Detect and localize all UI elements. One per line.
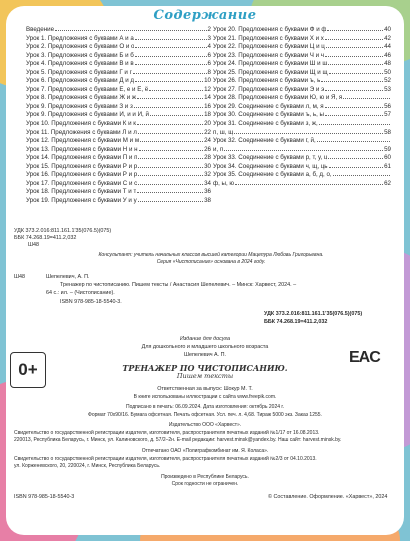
toc-entry-page: 60 xyxy=(384,154,391,162)
toc-entry-title: Урок 3. Предложения с буквами Б и б xyxy=(26,51,134,59)
toc-entry-title: Урок 29. Соединение с буквами л, м, я xyxy=(213,102,324,110)
toc-entry xyxy=(213,180,391,189)
toc-entry-title: Урок 21. Предложения с буквами Х и х xyxy=(213,34,324,42)
bbk-right: ББК 74.268.19=411.2,032 xyxy=(264,319,328,325)
toc-entry-title: Урок 13. Предложения с буквами Н и н xyxy=(26,145,138,153)
toc-entry xyxy=(213,146,391,155)
audience: Для дошкольного и младшего школьного возраста xyxy=(141,344,269,350)
toc-entry-page: 44 xyxy=(384,43,391,51)
toc-entry-title: Урок 31. Соединение с буквами з, ж, xyxy=(213,120,318,128)
address-1: 220013, Республика Беларусь, г. Минск, ул. Калиновского, д. 57/2–2н. E-mail редакции: harvest.minsk@yandex.by. Наш сайт: harvest.minsk.by. xyxy=(14,437,342,443)
toc-entry-page: 12 xyxy=(204,85,211,93)
toc-entry xyxy=(26,111,211,120)
toc-entry-page: 6 xyxy=(207,60,211,68)
author-name: Шепелевич, А. П. xyxy=(46,274,90,280)
udk-left: УДК 373.2.016:811.161.1'35(076.5)(075) xyxy=(14,228,112,234)
toc-leader-dots xyxy=(133,73,207,74)
toc-entry xyxy=(26,171,211,180)
toc-leader-dots xyxy=(138,201,203,202)
toc-entry xyxy=(213,154,391,163)
toc-leader-dots xyxy=(138,133,203,134)
toc-entry xyxy=(26,69,211,78)
address-2: ул. Корженевского, 20, 220024, г. Минск, Республика Беларусь. xyxy=(14,463,161,469)
toc-entry-page: 42 xyxy=(384,34,391,42)
toc-entry xyxy=(26,35,211,44)
responsible: Ответственная за выпуск: Шокур М. Т. xyxy=(157,386,253,392)
toc-entry xyxy=(213,94,391,103)
toc-entry xyxy=(26,86,211,95)
toc-right-column xyxy=(213,26,391,188)
toc-entry xyxy=(26,188,211,197)
toc-leader-dots xyxy=(235,184,383,185)
toc-leader-dots xyxy=(137,98,203,99)
toc-leader-dots xyxy=(135,81,203,82)
toc-entry xyxy=(26,146,211,155)
toc-leader-dots xyxy=(135,56,207,57)
book-subtitle: Пишем тексты xyxy=(176,372,234,380)
toc-entry-title: Урок 19. Предложения с буквами У и у xyxy=(26,196,137,204)
toc-entry xyxy=(213,111,391,120)
toc-leader-dots xyxy=(325,39,383,40)
toc-leader-dots xyxy=(325,90,383,91)
illustrations-note: В книге использованы иллюстрации с сайта www.freepik.com. xyxy=(133,394,277,400)
toc-entry-page: 58 xyxy=(384,128,391,136)
toc-entry xyxy=(213,77,391,86)
toc-leader-dots xyxy=(137,124,203,125)
toc-entry-page: 38 xyxy=(204,196,211,204)
toc-entry-title: Урок 25. Предложения с буквами Щ и щ xyxy=(213,68,328,76)
toc-leader-dots xyxy=(138,167,203,168)
toc-entry-title: Урок 26. Предложения с буквами ъ, ь xyxy=(213,77,321,85)
toc-entry-title: Урок 35. Соединение с буквами а, б, д, о, xyxy=(213,171,332,179)
consultant-note: Консультант: учитель начальных классов высшей категории Мацепура Любовь Григорьевна. xyxy=(98,252,324,258)
bbk-left: ББК 74.268.19=411.2,032 xyxy=(14,235,77,241)
toc-entry-page: 30 xyxy=(204,162,211,170)
toc-entry-page: 28 xyxy=(204,154,211,162)
license-2: Свидетельство о государственной регистрации издателя, изготовителя, распространителя печатных изданий №2/3 от 04.10.2013. xyxy=(14,456,317,462)
page-sheet xyxy=(6,6,404,535)
printed-by: Отпечатано ОАО «Полиграфкомбинат им. Я. Коласа». xyxy=(141,448,269,454)
contents-heading: Содержание xyxy=(153,8,257,23)
toc-entry-title: Урок 16. Предложения с буквами Р и р xyxy=(26,171,138,179)
publisher: Издательство ООО «Харвест». xyxy=(168,422,242,428)
author-center: Шепелевич А. П. xyxy=(184,352,226,358)
toc-leader-dots xyxy=(224,150,383,151)
toc-entry-page: 61 xyxy=(384,162,391,170)
toc-entry xyxy=(26,43,211,52)
series-note: Серия «Чистописание» основана в 2024 году. xyxy=(156,259,266,265)
toc-entry-title: Урок 14. Предложения с буквами П и п xyxy=(26,154,138,162)
toc-entry xyxy=(213,137,391,146)
eac-mark: EAC xyxy=(349,349,380,366)
produced-in: Произведено в Республике Беларусь. xyxy=(161,474,249,480)
signed-date: Подписано в печать: 06.09.2024. Дата изготовления: октябрь 2024 г. xyxy=(125,404,284,410)
toc-entry xyxy=(213,60,391,69)
toc-entry xyxy=(213,69,391,78)
toc-entry xyxy=(26,60,211,69)
toc-entry-page: 62 xyxy=(384,179,391,187)
toc-entry-title: Урок 32. Соединение с буквами г, й, xyxy=(213,137,316,145)
code-2: Ш48 xyxy=(14,274,25,280)
toc-entry xyxy=(26,26,211,35)
toc-leader-dots xyxy=(140,141,203,142)
toc-left-column xyxy=(26,26,211,205)
bibliographic-title: Тренажер по чистописанию. Пишем тексты / Анастасия Шепелевич. – Минск: Харвест, 2024. – xyxy=(60,282,297,288)
toc-entry-page: 48 xyxy=(384,60,391,68)
toc-entry xyxy=(213,35,391,44)
toc-entry-title: Урок 11. Предложения с буквами Л и л xyxy=(26,128,137,136)
toc-entry-page: 57 xyxy=(384,111,391,119)
toc-entry-title: Урок 34. Соединение с буквами ч, щ, ць xyxy=(213,162,328,170)
toc-entry-title: Урок 18. Предложения с буквами Т и т xyxy=(26,188,137,196)
book-title: ТРЕНАЖЕР ПО ЧИСТОПИСАНИЮ. xyxy=(122,363,288,373)
toc-entry xyxy=(26,103,211,112)
toc-entry-title: Урок 17. Предложения с буквами С и с xyxy=(26,179,138,187)
toc-leader-dots xyxy=(138,175,203,176)
toc-leader-dots xyxy=(319,124,390,125)
shelf-life: Срок годности не ограничен. xyxy=(171,481,239,487)
toc-leader-dots xyxy=(328,158,383,159)
toc-leader-dots xyxy=(321,81,383,82)
toc-entry xyxy=(213,129,391,138)
toc-entry-page: 24 xyxy=(204,137,211,145)
toc-leader-dots xyxy=(134,107,203,108)
toc-entry-title: Урок 2. Предложения с буквами О и о xyxy=(26,43,135,51)
toc-leader-dots xyxy=(325,56,383,57)
age-rating-badge: 0+ xyxy=(10,352,46,388)
toc-entry xyxy=(213,43,391,52)
toc-entry-page: 32 xyxy=(204,171,211,179)
toc-entry xyxy=(26,77,211,86)
toc-leader-dots xyxy=(328,64,383,65)
toc-entry xyxy=(26,197,211,206)
toc-entry-page: 2 xyxy=(207,26,211,33)
toc-entry-title: Урок 8. Предложения с буквами Ж и ж xyxy=(26,94,137,102)
edition-type: Издание для досуга xyxy=(179,336,231,342)
license-1: Свидетельство о государственной регистрации издателя, изготовителя, распространителя печатных изданий №1/17 от 16.08.2013. xyxy=(14,430,320,436)
toc-leader-dots xyxy=(343,98,390,99)
toc-entry xyxy=(26,129,211,138)
toc-leader-dots xyxy=(325,107,383,108)
toc-entry xyxy=(26,180,211,189)
toc-leader-dots xyxy=(149,90,203,91)
toc-entry-title: Урок 5. Предложения с буквами Г и г xyxy=(26,68,132,76)
toc-entry-page: 46 xyxy=(384,51,391,59)
toc-entry xyxy=(26,137,211,146)
toc-leader-dots xyxy=(329,73,384,74)
toc-leader-dots xyxy=(327,30,383,31)
toc-entry-page: 52 xyxy=(384,77,391,85)
toc-leader-dots xyxy=(137,192,203,193)
toc-entry-page: 56 xyxy=(384,102,391,110)
toc-entry-page: 14 xyxy=(204,94,211,102)
toc-entry xyxy=(213,52,391,61)
toc-entry-page: 3 xyxy=(207,34,211,42)
toc-entry xyxy=(213,26,391,35)
toc-entry xyxy=(213,171,391,180)
toc-entry xyxy=(26,154,211,163)
toc-entry-page: 22 xyxy=(204,128,211,136)
toc-entry-page: 18 xyxy=(204,111,211,119)
toc-entry-title: Урок 30. Соединение с буквами ъ, ь, ы xyxy=(213,111,324,119)
code-left: Ш48 xyxy=(28,242,39,248)
copyright: © Составление. Оформление. «Харвест», 2024 xyxy=(268,494,388,500)
toc-entry-title: Урок 1. Предложения с буквами А и а xyxy=(26,34,134,42)
toc-entry-title: п, ш, щ xyxy=(213,128,234,136)
toc-leader-dots xyxy=(138,158,203,159)
toc-leader-dots xyxy=(150,115,203,116)
toc-entry-page: 4 xyxy=(207,43,211,51)
toc-entry xyxy=(26,163,211,172)
toc-entry-page: 59 xyxy=(384,145,391,153)
toc-leader-dots xyxy=(325,115,383,116)
toc-entry-title: и, п xyxy=(213,145,224,153)
toc-entry-title: Урок 12. Предложения с буквами М и м xyxy=(26,137,140,145)
toc-leader-dots xyxy=(317,141,390,142)
toc-entry-title: Урок 9. Предложения с буквами И, и и Й, й xyxy=(26,111,149,119)
udk-right: УДК 373.2.016:811.161.1'35(076.5)(075) xyxy=(264,311,363,317)
toc-entry-title: Урок 23. Предложения с буквами Ч и ч xyxy=(213,51,325,59)
toc-leader-dots xyxy=(135,64,207,65)
toc-entry-page: 8 xyxy=(207,68,211,76)
toc-entry-page: 20 xyxy=(204,120,211,128)
toc-entry-page: 34 xyxy=(204,179,211,187)
toc-leader-dots xyxy=(135,47,206,48)
toc-entry xyxy=(26,120,211,129)
toc-entry xyxy=(26,94,211,103)
toc-entry-page: 16 xyxy=(204,102,211,110)
toc-entry-page: 10 xyxy=(204,77,211,85)
toc-entry-title: Урок 24. Предложения с буквами Ш и ш xyxy=(213,60,328,68)
toc-entry-title: Урок 20. Предложения с буквами Ф и ф xyxy=(213,26,327,33)
isbn-bottom: ISBN 978-985-18-5540-3 xyxy=(14,494,75,500)
toc-entry-page: 6 xyxy=(207,51,211,59)
toc-entry xyxy=(213,120,391,129)
toc-entry-title: Урок 22. Предложения с буквами Ц и ц xyxy=(213,43,325,51)
toc-entry-title: Урок 10. Предложения с буквами К и к xyxy=(26,120,136,128)
toc-entry-page: 40 xyxy=(384,26,391,33)
toc-leader-dots xyxy=(139,150,204,151)
toc-entry-title: Урок 27. Предложения с буквами Э и э xyxy=(213,85,325,93)
format-info: Формат 70x90/16. Бумага офсетная. Печать офсетная. Усл. печ. л. 4,68. Тираж 5000 экз. Заказ 1255. xyxy=(88,412,322,418)
toc-entry xyxy=(26,52,211,61)
toc-entry-title: Урок 6. Предложения с буквами Д и д xyxy=(26,77,135,85)
toc-entry-title: Урок 28. Предложения с буквами Ю, ю и Я, я xyxy=(213,94,343,102)
isbn-line: ISBN 978-985-18-5540-3. xyxy=(60,299,122,305)
toc-leader-dots xyxy=(135,39,207,40)
toc-entry-title: Введение xyxy=(26,26,55,33)
toc-entry xyxy=(213,163,391,172)
toc-entry-title: Урок 15. Предложения с буквами Р и р xyxy=(26,162,138,170)
toc-leader-dots xyxy=(138,184,203,185)
toc-entry-title: Урок 9. Предложения с буквами З и з xyxy=(26,102,133,110)
toc-entry-title: ф, ы, ю xyxy=(213,179,235,187)
toc-entry-page: 26 xyxy=(204,145,211,153)
toc-entry-title: Урок 33. Соединение с буквами р, т, у, ц xyxy=(213,154,328,162)
toc-entry-page: 50 xyxy=(384,68,391,76)
toc-entry-page: 36 xyxy=(204,188,211,196)
toc-leader-dots xyxy=(333,175,390,176)
toc-entry-page: 53 xyxy=(384,85,391,93)
toc-leader-dots xyxy=(234,133,383,134)
toc-leader-dots xyxy=(326,47,383,48)
toc-entry xyxy=(213,103,391,112)
toc-leader-dots xyxy=(55,30,207,31)
bibliographic-pages: 64 с.: ил. – (Чистописание). xyxy=(46,290,115,296)
toc-entry-title: Урок 7. Предложения с буквами Е, е и Ё, ё xyxy=(26,85,149,93)
toc-leader-dots xyxy=(329,167,384,168)
toc-entry-title: Урок 4. Предложения с буквами В и в xyxy=(26,60,134,68)
toc-entry xyxy=(213,86,391,95)
